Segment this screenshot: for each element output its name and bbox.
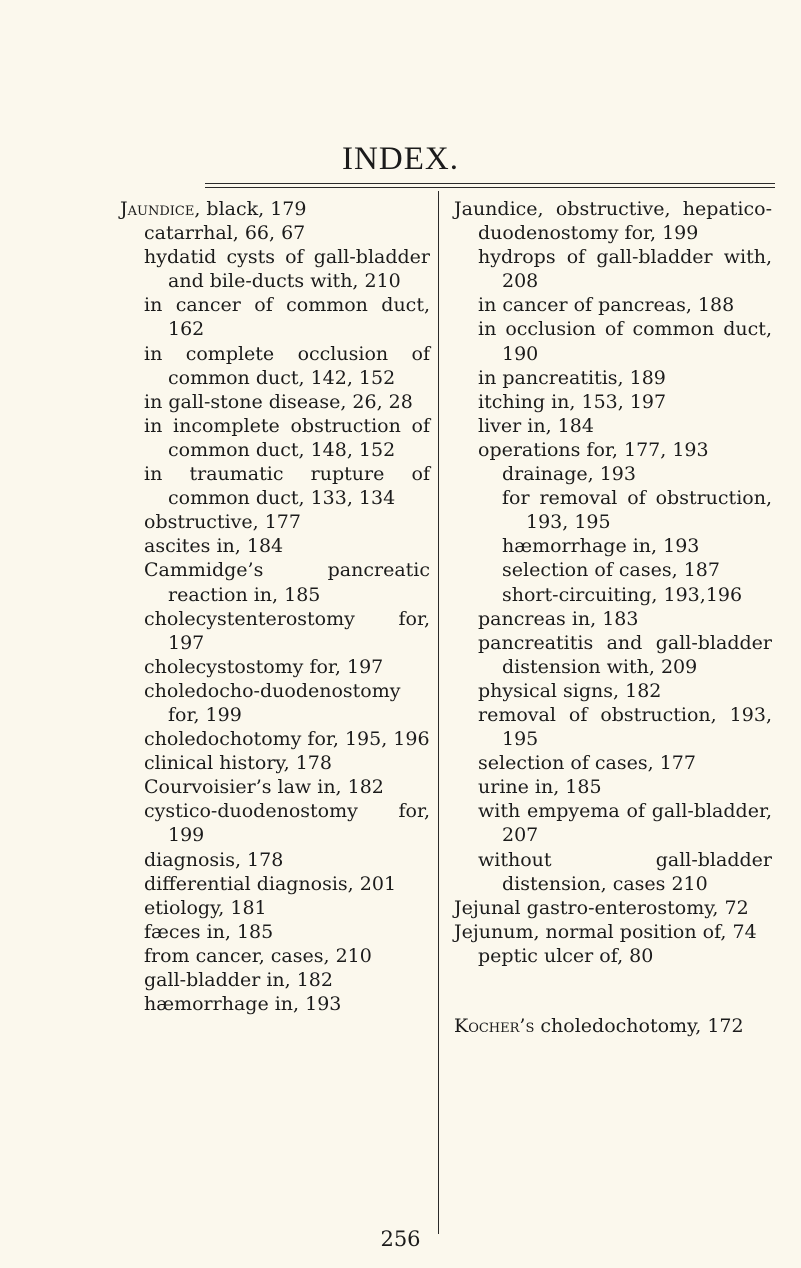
index-entry [454, 197, 772, 245]
index-entry [120, 197, 430, 221]
index-entry-text: short-circuiting, 193,196 [502, 583, 743, 606]
index-entry-text: hydrops of gall-bladder with, 208 [478, 246, 772, 293]
index-entry-text: operations for, 177, 193 [478, 438, 709, 461]
index-entry [454, 679, 772, 703]
index-entry [120, 799, 430, 847]
index-entry [454, 848, 772, 896]
index-entry [454, 751, 772, 775]
index-entry-text: hæmorrhage in, 193 [144, 993, 342, 1016]
index-entry [454, 703, 772, 751]
index-entry-text: gall-bladder in, 182 [144, 969, 333, 991]
index-entry-text: obstructive, 177 [144, 511, 301, 534]
index-entry [120, 342, 430, 390]
index-entry [454, 534, 772, 558]
index-entry-text: in cancer of pancreas, 188 [478, 294, 735, 317]
index-entry-text: cholecystenterostomy for, 197 [144, 607, 430, 654]
index-entry [120, 390, 430, 414]
index-entry-text: hæmorrhage in, 193 [502, 535, 700, 558]
index-entry [454, 414, 772, 438]
index-entry-text: clinical history, 178 [144, 752, 332, 775]
index-entry-text: in cancer of common duct, 162 [144, 294, 430, 341]
index-entry-text: choledocho-duodenostomy for, 199 [144, 679, 401, 726]
index-entry [120, 872, 430, 896]
index-entry [454, 799, 772, 847]
index-entry-text: fæces in, 185 [144, 920, 274, 943]
index-entry [454, 631, 772, 679]
column-divider [438, 191, 439, 1234]
index-entry-text: in complete occlusion of common duct, 142, 152 [144, 342, 430, 389]
index-entry [454, 317, 772, 365]
index-entry-text: in pancreatitis, 189 [478, 366, 666, 389]
index-entry [120, 944, 430, 968]
index-entry-text: ascites in, 184 [144, 535, 284, 558]
index-entry-text: physical signs, 182 [478, 679, 662, 702]
index-entry [120, 510, 430, 534]
index-entry-text: in occlusion of common duct, 190 [478, 318, 772, 365]
index-entry-text: pancreas in, 183 [478, 607, 639, 630]
index-column-left [120, 197, 430, 1016]
index-entry [454, 583, 772, 607]
page-number: 256 [380, 1227, 421, 1251]
index-entry [120, 245, 430, 293]
index-entry-text: choledochotomy for, 195, 196 [144, 728, 430, 751]
index-entry-text: in gall-stone disease, 26, 28 [144, 390, 413, 413]
index-entry-text: drainage, 193 [502, 463, 636, 486]
index-entry [454, 1014, 772, 1038]
index-entry [454, 245, 772, 293]
index-entry [454, 366, 772, 390]
index-entry-text: without gall-bladder distension, cases 210 [478, 848, 772, 895]
index-entry-text: liver in, 184 [478, 414, 594, 437]
index-entry [454, 607, 772, 631]
index-entry [120, 727, 430, 751]
index-entry [454, 293, 772, 317]
index-entry [120, 751, 430, 775]
index-entry-text: etiology, 181 [144, 896, 267, 919]
index-entry [120, 534, 430, 558]
index-entry [120, 679, 430, 727]
index-entry [120, 293, 430, 341]
index-entry [120, 558, 430, 606]
index-entry-text: in incomplete obstruction of common duct, 148, 152 [144, 414, 430, 461]
index-entry [454, 462, 772, 486]
index-entry [454, 775, 772, 799]
index-entry-text: Jejunum, normal position of, 74 [454, 920, 757, 943]
header-rule-bottom [205, 187, 775, 188]
index-headword: Jaundice [120, 198, 195, 220]
index-entry [120, 655, 430, 679]
index-entry-text: urine in, 185 [478, 776, 602, 799]
index-entry-text: with empyema of gall-bladder, 207 [478, 800, 772, 847]
index-entry [120, 462, 430, 510]
index-entry-text: cystico-duodenostomy for, 199 [144, 800, 430, 847]
index-entry [120, 414, 430, 462]
index-entry [120, 896, 430, 920]
index-column-right [454, 197, 772, 1038]
index-entry [120, 992, 430, 1016]
index-entry [120, 848, 430, 872]
page-title: INDEX. [342, 141, 459, 177]
index-entry [120, 920, 430, 944]
index-entry-text: choledochotomy, 172 [534, 1015, 744, 1037]
index-entry-text: hydatid cysts of gall-bladder and bile-ducts with, 210 [144, 246, 430, 293]
index-entry-text: differential diagnosis, 201 [144, 872, 397, 895]
index-entry-text: for removal of obstruction, 193, 195 [502, 487, 772, 534]
index-entry-text: selection of cases, 177 [478, 752, 696, 775]
index-entry-text: catarrhal, 66, 67 [144, 222, 306, 245]
index-entry-text: pancreatitis and gall-bladder distension with, 209 [478, 631, 772, 678]
index-entry [454, 390, 772, 414]
index-entry-text: , black, 179 [194, 198, 307, 220]
index-entry [120, 775, 430, 799]
header-rule-top [205, 183, 775, 184]
index-headword: Kocher’s [454, 1015, 535, 1037]
index-entry [454, 486, 772, 534]
index-entry-text: selection of cases, 187 [502, 559, 720, 582]
index-entry [454, 558, 772, 582]
index-entry-text: cholecystostomy for, 197 [144, 655, 384, 678]
index-entry-text: Courvoisier’s law in, 182 [144, 776, 384, 799]
index-entry [454, 438, 772, 462]
index-entry-text: Jejunal gastro-enterostomy, 72 [454, 896, 749, 919]
index-entry-text: itching in, 153, 197 [478, 390, 667, 413]
index-entry-text: Jaundice, obstructive, hepatico-duodenostomy for, 199 [454, 198, 772, 245]
index-entry-text: in traumatic rupture of common duct, 133, 134 [144, 463, 430, 510]
index-entry-text: from cancer, cases, 210 [144, 944, 372, 967]
index-entry [454, 920, 772, 944]
index-entry-text: removal of obstruction, 193, 195 [478, 703, 772, 751]
index-entry-text: Cammidge’s pancreatic reaction in, 185 [144, 559, 430, 606]
index-entry [454, 896, 772, 920]
index-entry [120, 607, 430, 655]
index-entry [120, 968, 430, 992]
entry-gap [454, 968, 772, 1014]
index-entry [454, 944, 772, 968]
index-entry [120, 221, 430, 245]
index-entry-text: diagnosis, 178 [144, 848, 284, 871]
index-entry-text: peptic ulcer of, 80 [478, 944, 654, 967]
